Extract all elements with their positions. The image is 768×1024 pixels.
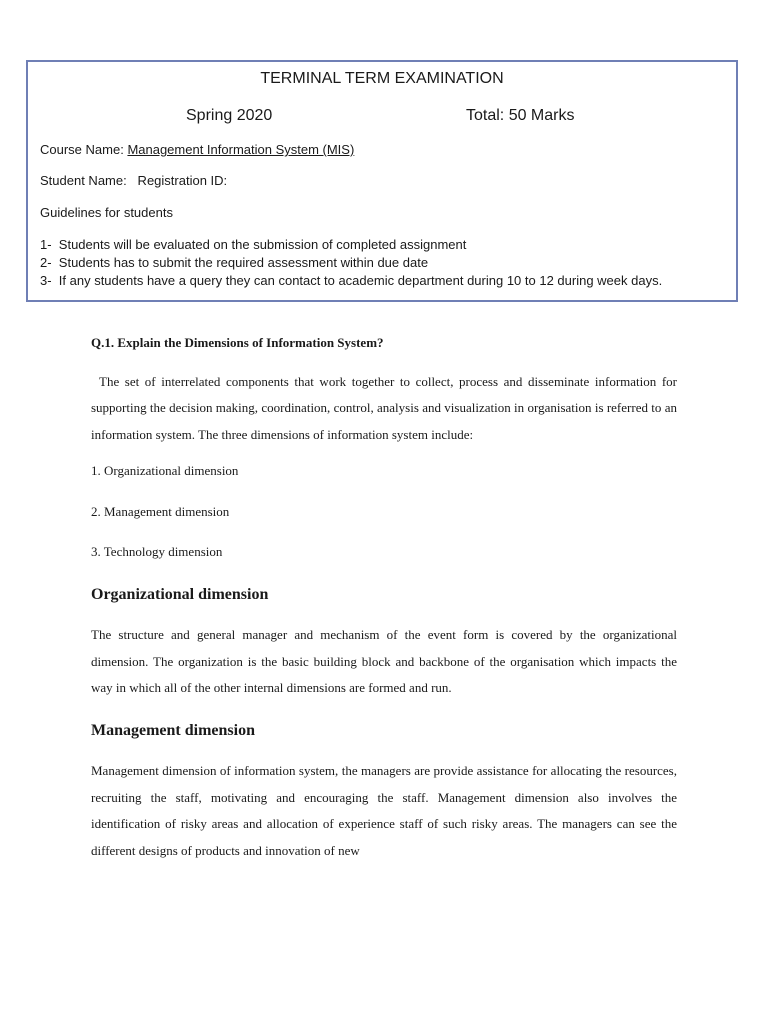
guideline-item: 2- Students has to submit the required assessment within due date	[40, 255, 429, 270]
exam-header-box	[26, 60, 738, 302]
course-value: Management Information System (MIS)	[127, 142, 355, 157]
guideline-item: 1- Students will be evaluated on the submission of completed assignment	[40, 237, 467, 252]
student-line: Student Name: Registration ID:	[40, 173, 228, 188]
course-label: Course Name:	[40, 142, 124, 157]
total-marks: Total: 50 Marks	[466, 107, 575, 124]
section-heading: Organizational dimension	[91, 585, 269, 603]
list-item: 1. Organizational dimension	[91, 463, 239, 478]
paragraph: Management dimension of information system, the managers are provide assistance for allocating the resources, recruiting the staff, motivating and encouraging the staff. Management dimension also involves the identification of risky areas and allocation of experience staff of such risky areas. The managers can see the different designs of products and innovation of new	[91, 763, 677, 858]
list-item: 2. Management dimension	[91, 503, 230, 519]
section-heading: Management dimension	[91, 721, 255, 739]
paragraph: The structure and general manager and mechanism of the event form is covered by the organizational dimension. The organization is the basic building block and backbone of the organisation which impacts the way in which all of the other internal dimensions are formed and run.	[91, 627, 677, 695]
course-name	[40, 142, 354, 157]
guideline-item: 3- If any students have a query they can contact to academic department during 10 to 12 during week days.	[40, 273, 663, 288]
list-item: 3. Technology dimension	[91, 544, 223, 559]
document-body	[91, 330, 677, 864]
intro-paragraph: The set of interrelated components that work together to collect, process and disseminate information for supporting the decision making, coordination, control, analysis and visualization in organisation is referred to an information system. The three dimensions of information system include:	[91, 373, 677, 442]
exam-title: TERMINAL TERM EXAMINATION	[260, 70, 504, 87]
term: Spring 2020	[186, 107, 273, 124]
question: Q.1. Explain the Dimensions of Information System?	[91, 335, 384, 350]
guidelines-title: Guidelines for students	[40, 205, 173, 220]
